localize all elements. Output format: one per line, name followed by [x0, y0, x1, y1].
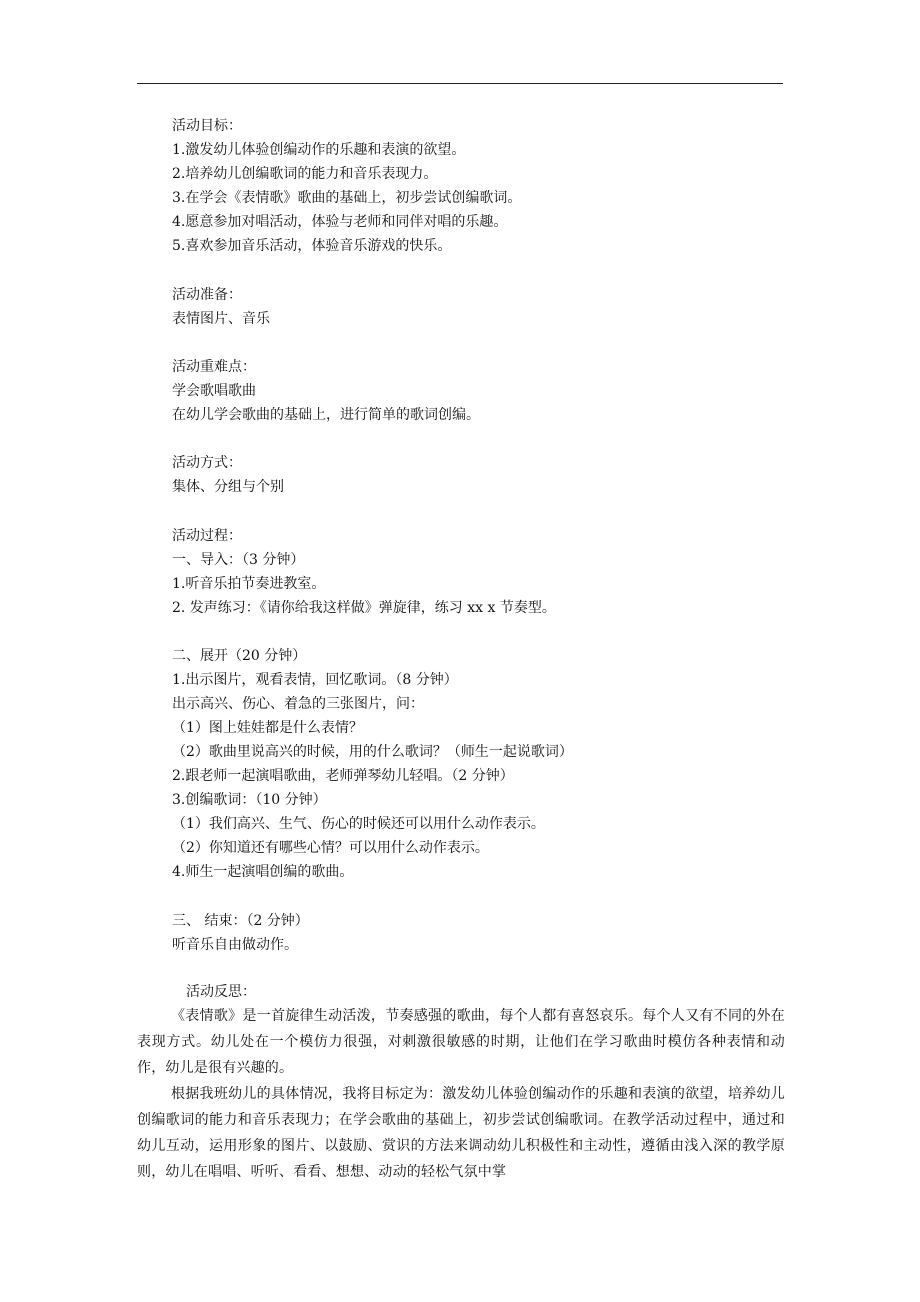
objective-item: 1.激发幼儿体验创编动作的乐趣和表演的欲望。: [172, 142, 466, 158]
develop-title: 二、展开（20 分钟）: [172, 648, 307, 664]
process-heading: 活动过程：: [172, 528, 242, 544]
key-points-heading: 活动重难点：: [172, 359, 256, 375]
ending-title: 三、 结束：（2 分钟）: [172, 913, 309, 929]
develop-item: 2.跟老师一起演唱歌曲，老师弹琴幼儿轻唱。（2 分钟）: [172, 768, 514, 784]
develop-item: 出示高兴、伤心、着急的三张图片，问：: [172, 696, 424, 712]
objectives-heading: 活动目标：: [172, 118, 242, 134]
method-content: 集体、分组与个别: [172, 479, 284, 495]
develop-item: （2）歌曲里说高兴的时候，用的什么歌词？（师生一起说歌词）: [172, 744, 573, 760]
develop-item: （2）你知道还有哪些心情？可以用什么动作表示。: [172, 840, 489, 856]
reflection-paragraph: 《表情歌》是一首旋律生动活泼，节奏感强的歌曲，每个人都有喜怒哀乐。每个人又有不同的外在表现方式。幼儿处在一个模仿力很强，对刺激很敏感的时期，让他们在学习歌曲时模仿各种表情和动作，幼儿是很有兴趣的。: [137, 1008, 785, 1076]
method-heading: 活动方式：: [172, 455, 242, 471]
ending-content: 听音乐自由做动作。: [172, 937, 298, 953]
develop-item: 4.师生一起演唱创编的歌曲。: [172, 864, 354, 880]
objective-item: 2.培养幼儿创编歌词的能力和音乐表现力。: [172, 166, 438, 182]
develop-item: 3.创编歌词：（10 分钟）: [172, 792, 327, 808]
intro-title: 一、导入：（3 分钟）: [172, 552, 305, 568]
develop-item: （1）图上娃娃都是什么表情？: [172, 720, 363, 736]
preparation-content: 表情图片、音乐: [172, 311, 270, 327]
preparation-heading: 活动准备：: [172, 287, 242, 303]
objective-item: 4.愿意参加对唱活动，体验与老师和同伴对唱的乐趣。: [172, 214, 508, 230]
reflection-heading: 活动反思：: [186, 984, 256, 1000]
objective-item: 3.在学会《表情歌》歌曲的基础上，初步尝试创编歌词。: [172, 190, 522, 206]
intro-item: 2. 发声练习：《请你给我这样做》弹旋律，练习 xx x 节奏型。: [172, 600, 556, 616]
reflection-paragraph: 根据我班幼儿的具体情况，我将目标定为：激发幼儿体验创编动作的乐趣和表演的欲望，培养幼儿创编歌词的能力和音乐表现力；在学会歌曲的基础上，初步尝试创编歌词。在教学活动过程中，通过和幼儿互动，运用形象的图片、以鼓励、赏识的方法来调动幼儿积极性和主动性，遵循由浅入深的教学原则，幼儿在唱唱、听听、看看、想想、动动的轻松气氛中掌: [137, 1086, 785, 1180]
objective-item: 5.喜欢参加音乐活动，体验音乐游戏的快乐。: [172, 238, 452, 254]
header-rule: [137, 83, 783, 84]
intro-item: 1.听音乐拍节奏进教室。: [172, 576, 326, 592]
develop-item: 1.出示图片，观看表情，回忆歌词。（8 分钟）: [172, 672, 458, 688]
key-point-item: 学会歌唱歌曲: [172, 383, 256, 399]
develop-item: （1）我们高兴、生气、伤心的时候还可以用什么动作表示。: [172, 816, 545, 832]
key-point-item: 在幼儿学会歌曲的基础上，进行简单的歌词创编。: [172, 407, 480, 423]
